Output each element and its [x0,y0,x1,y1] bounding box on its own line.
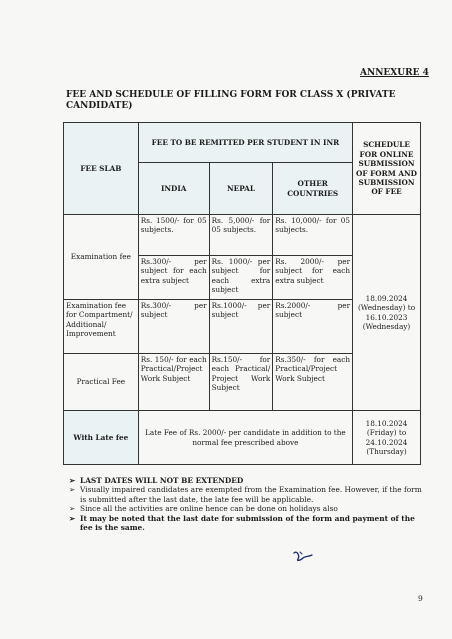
compartment-fee-label: Examination fee for Compartment/ Additional/ Improvement [64,300,139,354]
late-fee-label: With Late fee [64,411,139,465]
exam-nepal-base: Rs. 5,000/- for 05 subjects. [209,215,273,256]
practical-india: Rs. 150/- for each Practical/Project Work Subject [138,354,209,411]
note-item: ➢ Visually impaired candidates are exempted from the Examination fee. However, if the form is submitted after the last date, the late fee will be applicable. [69,485,422,504]
schedule-normal: 18.09.2024 (Wednesday) to 16.10.2023 (Wednesday) [353,215,421,411]
note-item: ➢ It may be noted that the last date for submission of the form and payment of the fee is the same. [69,513,415,533]
col-nepal: NEPAL [209,163,273,215]
page-title [66,90,426,112]
exam-fee-label: Examination fee [64,215,139,300]
late-fee-text: Late Fee of Rs. 2000/- per candidate in addition to the normal fee prescribed above [138,411,352,465]
notes-list [66,476,422,532]
exam-other-base: Rs. 10,000/- for 05 subjects. [273,215,353,256]
exam-other-extra: Rs. 2000/- per subject for each extra subject [273,256,353,300]
col-other-countries: OTHER COUNTRIES [273,163,353,215]
schedule-header: SCHEDULE FOR ONLINE SUBMISSION OF FORM AND SUBMISSION OF FEE [353,123,421,215]
compartment-india: Rs.300/- per subject [138,300,209,354]
signature-mark [291,549,315,563]
title-line-1: FEE AND SCHEDULE OF FILLING FORM FOR CLASS X (PRIVATE [66,90,396,100]
title-line-2: CANDIDATE) [66,101,133,111]
schedule-late: 18.10.2024 (Friday) to 24.10.2024 (Thursday) [353,411,421,465]
fee-slab-header: FEE SLAB [64,123,139,215]
exam-india-base: Rs. 1500/- for 05 subjects. [138,215,209,256]
col-india: INDIA [138,163,209,215]
note-item: ➢ Since all the activities are online hence can be done on holidays also [69,504,338,514]
exam-india-extra: Rs.300/- per subject for each extra subject [138,256,209,300]
practical-nepal: Rs.150/- for each Practical/ Project Work Subject [209,354,273,411]
fee-table [63,122,421,465]
practical-fee-label: Practical Fee [64,354,139,411]
fee-remit-header: FEE TO BE REMITTED PER STUDENT IN INR [138,123,352,163]
annexure-heading: ANNEXURE 4 [360,68,429,78]
arrow-bullet-icon: ➢ [69,485,76,495]
compartment-other: Rs.2000/- per subject [273,300,353,354]
arrow-bullet-icon: ➢ [69,513,76,523]
arrow-bullet-icon: ➢ [69,504,76,514]
note-item: ➢ LAST DATES WILL NOT BE EXTENDED [69,476,244,485]
compartment-nepal: Rs.1000/- per subject [209,300,273,354]
exam-nepal-extra: Rs. 1000/- per subject for each extra subject [209,256,273,300]
arrow-bullet-icon: ➢ [69,476,76,485]
page-number: 9 [418,594,423,603]
practical-other: Rs.350/- for each Practical/Project Work Subject [273,354,353,411]
